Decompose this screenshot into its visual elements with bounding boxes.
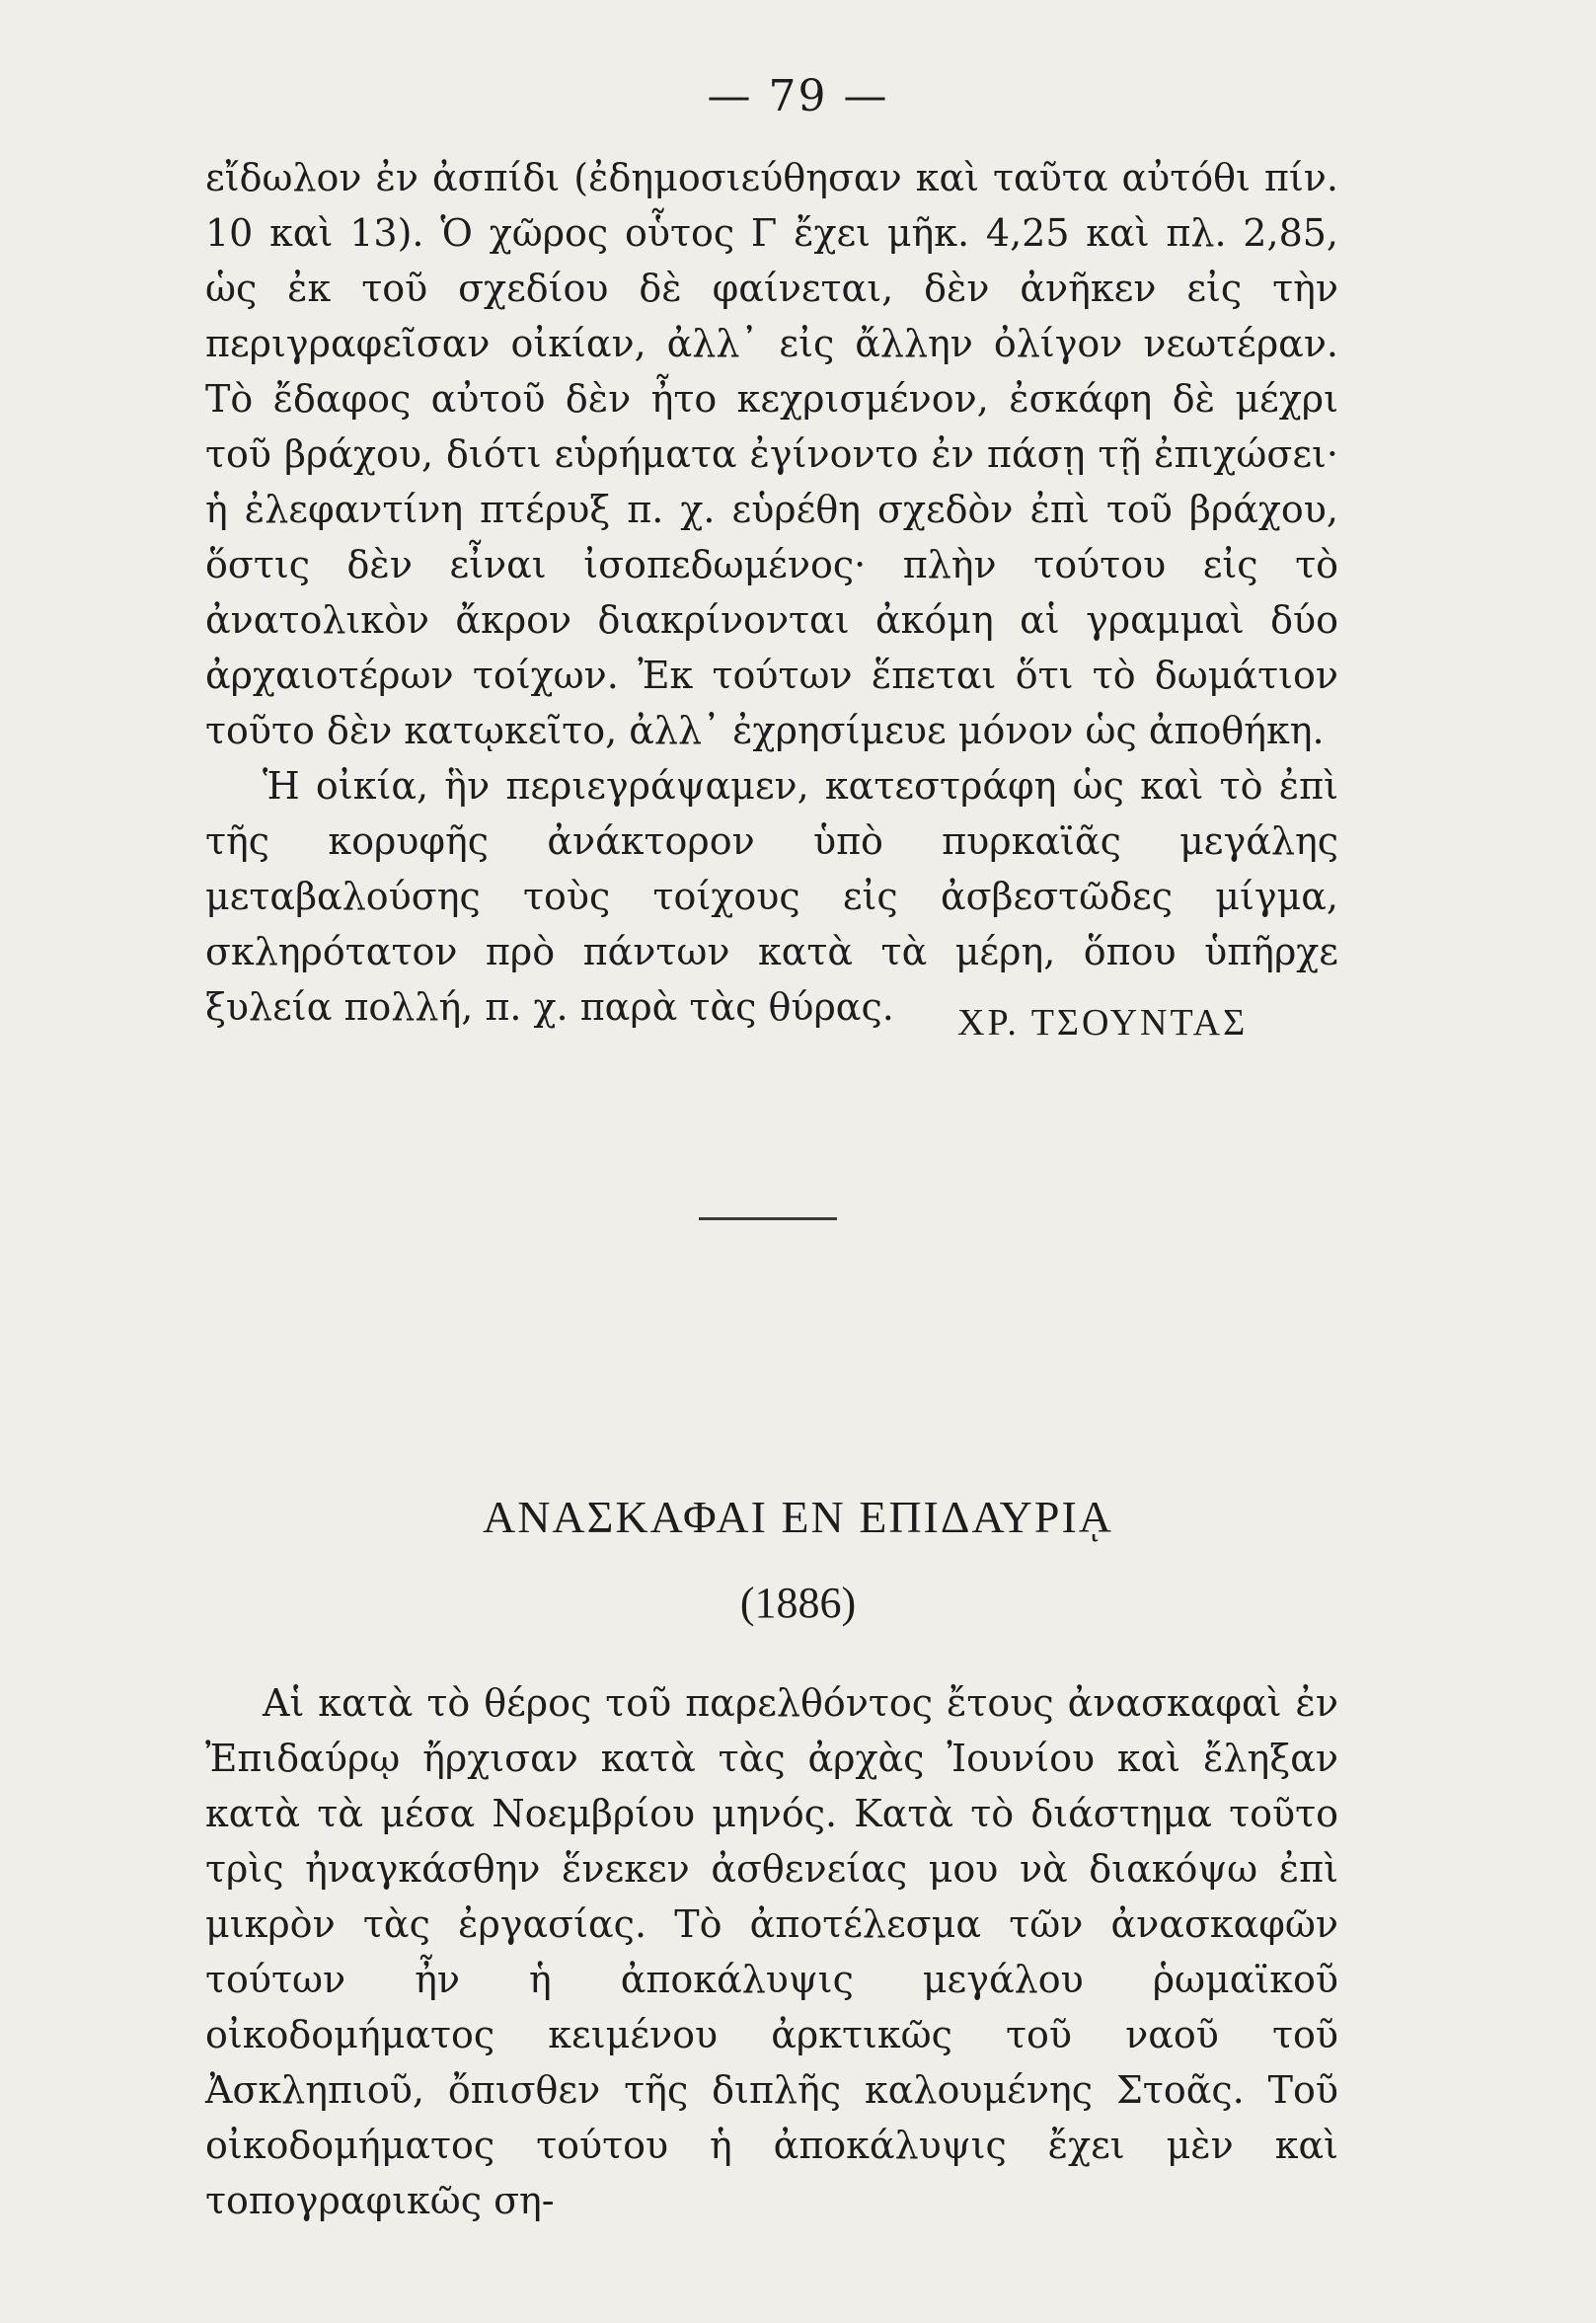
section-divider bbox=[699, 1217, 837, 1220]
paragraph-2: Ἡ οἰκία, ἣν περιεγράψαμεν, κατεστράφη ὡς καὶ τὸ ἐπὶ τῆς κορυφῆς ἀνάκτορον ὑπὸ πυρκαϊᾶς μεγάλης μεταβαλούσης τοὺς τοίχους εἰς ἀσβεστῶδες μίγμα, σκληρότατον πρὸ πάντων κατὰ τὰ μέρη, ὅπου ὑπῆρχε ξυλεία πολλή, π. χ. παρὰ τὰς θύρας. bbox=[205, 764, 1338, 1029]
section-title: ΑΝΑΣΚΑΦΑΙ ΕΝ ΕΠΙΔΑΥΡΙᾼ bbox=[482, 1492, 1114, 1542]
paragraph-1: εἴδωλον ἐν ἀσπίδι (ἐδημοσιεύθησαν καὶ ταῦτα αὐτόθι πίν. 10 καὶ 13). Ὁ χῶρος οὗτος Γ ἔχει μῆκ. 4,25 καὶ πλ. 2,85, ὡς ἐκ τοῦ σχεδίου δὲ φαίνεται, δὲν ἀνῆκεν εἰς τὴν περιγραφεῖσαν οἰκίαν, ἀλλ᾽ εἰς ἄλλην ὀλίγον νεωτέραν. Τὸ ἔδαφος αὐτοῦ δὲν ἦτο κεχρισμένον, ἐσκάφη δὲ μέχρι τοῦ βράχου, διότι εὑρήματα ἐγίνοντο ἐν πάσῃ τῇ ἐπιχώσει· ἡ ἐλεφαντίνη πτέρυξ π. χ. εὑρέθη σχεδὸν ἐπὶ τοῦ βράχου, ὅστις δὲν εἶναι ἰσοπεδωμένος· πλὴν τούτου εἰς τὸ ἀνατολικὸν ἄκρον διακρίνονται ἀκόμη αἱ γραμμαὶ δύο ἀρχαιοτέρων τοίχων. Ἐκ τούτων ἕπεται ὅτι τὸ δωμάτιον τοῦτο δὲν κατῳκεῖτο, ἀλλ᾽ ἐχρησίμευε μόνον ὡς ἀποθήκη. bbox=[205, 156, 1338, 752]
author-signature: ΧΡ. ΤΣΟΥΝΤΑΣ bbox=[957, 1002, 1249, 1044]
page-number: — 79 — bbox=[707, 71, 889, 121]
section-year: (1886) bbox=[739, 1579, 857, 1627]
section-body bbox=[205, 1675, 1338, 2228]
article-continuation bbox=[205, 150, 1338, 1035]
section-paragraph: Αἱ κατὰ τὸ θέρος τοῦ παρελθόντος ἔτους ἀνασκαφαὶ ἐν Ἐπιδαύρῳ ἤρχισαν κατὰ τὰς ἀρχὰς Ἰουνίου καὶ ἔληξαν κατὰ τὰ μέσα Νοεμβρίου μηνός. Κατὰ τὸ διάστημα τοῦτο τρὶς ἠναγκάσθην ἕνεκεν ἀσθενείας μου νὰ διακόψω ἐπὶ μικρὸν τὰς ἐργασίας. Τὸ ἀποτέλεσμα τῶν ἀνασκαφῶν τούτων ἦν ἡ ἀποκάλυψις μεγάλου ῥωμαϊκοῦ οἰκοδομήματος κειμένου ἀρκτικῶς τοῦ ναοῦ τοῦ Ἀσκληπιοῦ, ὄπισθεν τῆς διπλῆς καλουμένης Στοᾶς. Τοῦ οἰκοδομήματος τούτου ἡ ἀποκάλυψις ἔχει μὲν καὶ τοπογραφικῶς ση- bbox=[205, 1681, 1338, 2222]
